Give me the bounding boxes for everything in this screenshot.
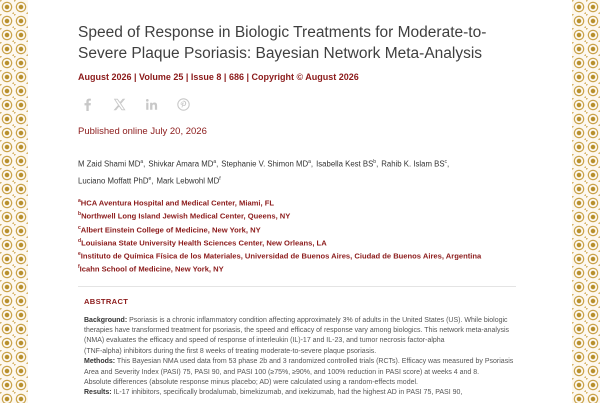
decorative-border-left xyxy=(0,0,28,403)
article-header xyxy=(78,0,524,403)
share-bar xyxy=(80,96,524,112)
author-name[interactable]: Luciano Moffatt PhD$^e$, xyxy=(78,175,154,186)
abstract-methods-cont: Absolute differences (absolute response minus placebo; AD) were calculated using a random-effects model. xyxy=(84,379,418,387)
abstract-section xyxy=(78,286,516,399)
affiliation-item: $^d$Louisiana State University Health Sciences Center, New Orleans, LA xyxy=(78,237,327,248)
published-date: Published online July 20, 2026 xyxy=(78,126,207,137)
abstract-heading: ABSTRACT xyxy=(84,296,129,306)
facebook-icon[interactable] xyxy=(80,97,95,112)
abstract-results: Results: IL-17 inhibitors, specifically brodalumab, bimekizumab, and ixekizumab, had the highest AD in PASI 75, PASI 90, xyxy=(84,389,463,397)
affiliation-item: $^c$Albert Einstein College of Medicine, New York, NY xyxy=(78,224,261,235)
author-name[interactable]: Stephanie V. Shimon $MD^a$, xyxy=(221,159,314,169)
author-name[interactable]: Isabella Kest $BS^b$, xyxy=(316,159,379,169)
abstract-background: Background: Psoriasis is a chronic inflammatory condition affecting approximately 3% of adults in the United States (US). While biologic therapies have transformed treatment for psoriasis, the speed and efficacy of response vary among biologics. This network meta-analysis (NMA) evaluates the efficacy and speed of response of interleukin (IL)-17 and IL-23, and tumor necrosis factor-alpha xyxy=(84,316,510,345)
affiliation-item: $^e$Instituto de Química Física de los Materiales, Universidad de Buenos Aires, Ciudad de Buenos Aires, Argentina xyxy=(78,251,482,261)
affiliation-list xyxy=(78,196,524,275)
abstract-methods: Methods: This Bayesian NMA used data from 53 phase 2b and 3 randomized controlled trials (RCTs). Efficacy was measured by Psoriasis Area and Severity Index (PASI) 75, PASI 90, and PASI 100 (≥75%, ≥90%, and 100% reduction in PASI score) at weeks 4 and 8. xyxy=(84,358,514,376)
x-icon[interactable] xyxy=(112,97,127,112)
affiliation-item: $^f$Icahn School of Medicine, New York, NY xyxy=(78,264,224,274)
citation-line: August 2026 | Volume 25 | Issue 8 | 686 | Copyright © August 2026 xyxy=(78,72,359,82)
article-title: Speed of Response in Biologic Treatments for Moderate-to-Severe Plaque Psoriasis: Bayesian Network Meta-Analysis xyxy=(78,24,487,62)
pinterest-icon[interactable] xyxy=(176,97,191,112)
abstract-background-cont: (TNF-alpha) inhibitors during the first 8 weeks of treating moderate-to-severe plaque psoriasis. xyxy=(84,347,377,355)
author-name[interactable]: Shivkar Amara $MD^a$, xyxy=(148,159,219,169)
linkedin-icon[interactable] xyxy=(144,97,159,112)
author-name[interactable]: Rahib K. Islam $BS^c$, xyxy=(381,159,450,169)
author-list xyxy=(78,155,524,188)
abstract-body xyxy=(84,316,516,399)
author-name[interactable]: M Zaid Shami $MD^a$, xyxy=(78,159,146,169)
affiliation-item: $^a$HCA Aventura Hospital and Medical Center, Miami, FL xyxy=(78,198,275,208)
author-name[interactable]: Mark Lebwohl $MD^f$ xyxy=(156,175,221,186)
decorative-border-right xyxy=(572,0,600,403)
affiliation-item: $^b$Northwell Long Island Jewish Medical Center, Queens, NY xyxy=(78,211,291,221)
